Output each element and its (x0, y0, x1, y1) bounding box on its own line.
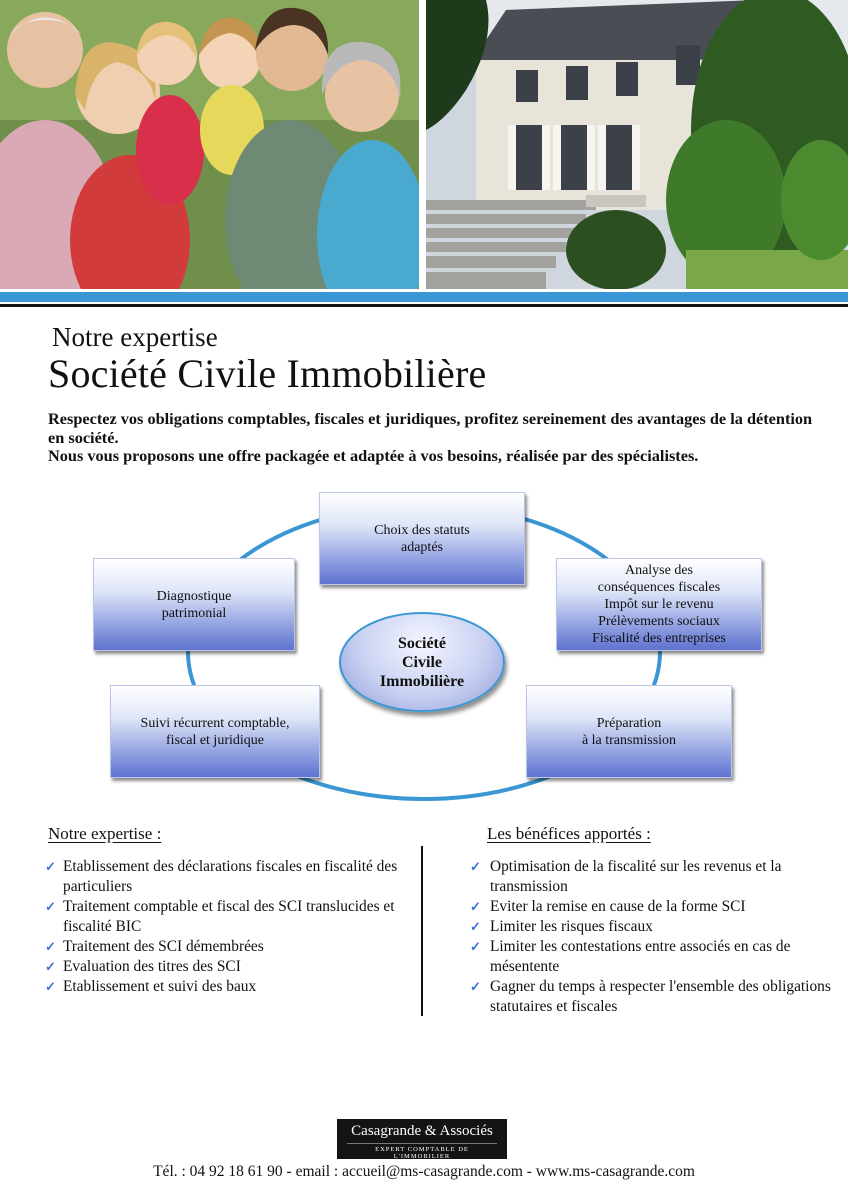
box-suivi-recurrent (110, 685, 320, 778)
center-line-3: Immobilière (379, 672, 465, 690)
list-item (470, 917, 837, 937)
house-photo (426, 0, 848, 289)
box-analyse-line-3: Impôt sur le revenu (604, 597, 714, 612)
box-prep-line-1: Préparation (596, 715, 662, 731)
list-item-text: Traitement des SCI démembrées (63, 938, 264, 955)
check-icon: ✓ (45, 899, 56, 914)
box-choix-statuts (319, 492, 525, 585)
box-statuts-line-1: Choix des statuts (374, 522, 470, 538)
check-icon: ✓ (470, 939, 481, 954)
check-icon: ✓ (470, 979, 481, 994)
benefices-title: Les bénéfices apportés : (487, 824, 651, 843)
box-analyse-line-1: Analyse des (624, 563, 694, 578)
expertise-diagram (0, 480, 848, 820)
check-icon: ✓ (470, 899, 481, 914)
page-title: Société Civile Immobilière (48, 351, 487, 396)
list-item-text: Etablissement des déclarations fiscales en fiscalité des particuliers (63, 858, 398, 895)
list-item-text: Eviter la remise en cause de la forme SCI (490, 898, 746, 915)
box-suivi-line-1: Suivi récurrent comptable, (140, 715, 290, 731)
benefices-section (470, 824, 837, 1017)
logo-tagline: EXPERT COMPTABLE DE L'IMMOBILIER (347, 1143, 497, 1160)
check-icon: ✓ (45, 939, 56, 954)
family-photo-illustration (0, 0, 419, 289)
box-analyse-line-5: Fiscalité des entreprises (592, 631, 726, 646)
box-suivi-line-2: fiscal et juridique (166, 732, 264, 748)
list-item (45, 897, 408, 937)
header-rule-blue (0, 292, 848, 302)
list-item (45, 957, 408, 977)
check-icon: ✓ (45, 959, 56, 974)
intro-text (48, 410, 828, 466)
check-icon: ✓ (45, 859, 56, 874)
logo-brand: Casagrande & Associés (351, 1123, 493, 1139)
list-item-text: Traitement comptable et fiscal des SCI translucides et fiscalité BIC (63, 898, 395, 935)
list-item-text: Optimisation de la fiscalité sur les revenus et la transmission (490, 858, 782, 895)
column-divider (421, 846, 423, 1016)
list-item (45, 857, 408, 897)
family-photo (0, 0, 419, 289)
list-item-text: Limiter les risques fiscaux (490, 918, 653, 935)
list-item-text: Etablissement et suivi des baux (63, 978, 257, 995)
check-icon: ✓ (470, 859, 481, 874)
center-line-1: Société (398, 634, 446, 652)
page-kicker: Notre expertise (52, 322, 218, 352)
list-item-text: Limiter les contestations entre associés en cas de mésentente (490, 938, 791, 975)
expertise-title: Notre expertise : (48, 824, 162, 843)
box-diag-line-2: patrimonial (161, 605, 227, 621)
center-sci-oval (339, 612, 505, 712)
box-analyse-fiscale (556, 558, 762, 651)
contact-line: Tél. : 04 92 18 61 90 - email : accueil@ms-casagrande.com - www.ms-casagrande.com (153, 1163, 695, 1180)
list-item (45, 937, 408, 957)
house-photo-illustration (426, 0, 848, 289)
company-logo (337, 1119, 507, 1159)
list-item (470, 937, 837, 977)
box-analyse-line-4: Prélèvements sociaux (598, 614, 720, 629)
list-item (470, 857, 837, 897)
list-item (470, 977, 837, 1017)
expertise-list (45, 857, 408, 997)
center-line-2: Civile (402, 653, 442, 671)
list-item-text: Gagner du temps à respecter l'ensemble des obligations statutaires et fiscales (490, 978, 831, 1015)
check-icon: ✓ (45, 979, 56, 994)
list-item (470, 897, 837, 917)
intro-line-2: Nous vous proposons une offre packagée et adaptée à vos besoins, réalisée par des spécialistes. (48, 446, 699, 465)
expertise-section (45, 824, 408, 997)
check-icon: ✓ (470, 919, 481, 934)
list-item (45, 977, 408, 997)
box-diagnostique (93, 558, 295, 651)
header-rule-black (0, 304, 848, 307)
box-preparation-transmission (526, 685, 732, 778)
benefices-list (470, 857, 837, 1017)
intro-line-1: Respectez vos obligations comptables, fiscales et juridiques, profitez sereinement des avantages de la détention en société. (48, 409, 813, 447)
box-prep-line-2: à la transmission (581, 732, 677, 748)
list-item-text: Evaluation des titres des SCI (63, 958, 241, 975)
box-statuts-line-2: adaptés (401, 539, 443, 555)
box-analyse-line-2: conséquences fiscales (597, 580, 721, 595)
box-diag-line-1: Diagnostique (156, 588, 232, 604)
